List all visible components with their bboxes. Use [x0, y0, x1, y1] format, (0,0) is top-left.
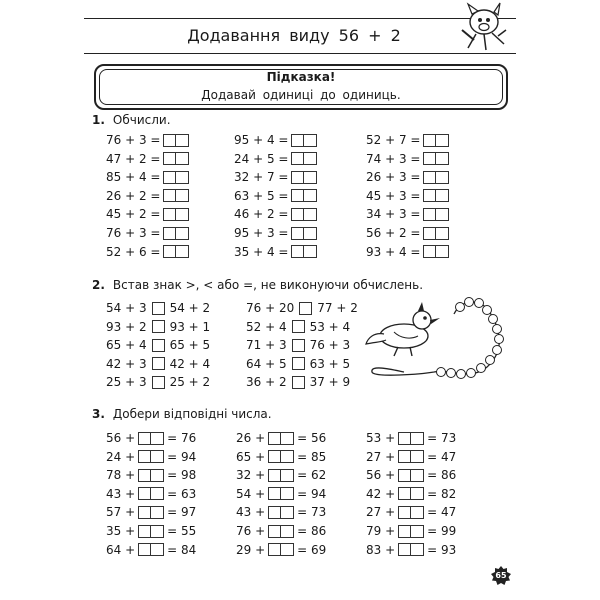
digit-cell[interactable] — [291, 134, 304, 147]
sign-box[interactable] — [292, 320, 305, 333]
digit-cell[interactable] — [436, 171, 449, 184]
digit-cell[interactable] — [138, 487, 151, 500]
sum: = 85 — [297, 449, 327, 464]
addend: 32 + — [236, 468, 266, 483]
answer-box[interactable] — [423, 134, 449, 147]
digit-cell[interactable] — [281, 450, 294, 463]
sum: = 56 — [297, 431, 327, 445]
expression: 35 + 4 = — [234, 244, 289, 259]
answer-box[interactable] — [163, 171, 189, 184]
answer-box[interactable] — [291, 171, 317, 184]
addend: 54 + — [236, 486, 266, 501]
digit-cell[interactable] — [304, 208, 317, 221]
digit-cell[interactable] — [151, 506, 164, 519]
sum: = 98 — [167, 468, 197, 483]
addend: 65 + — [236, 449, 266, 464]
digit-cell[interactable] — [151, 487, 164, 500]
right-expression: 25 + 2 — [169, 375, 211, 390]
missing-number-row — [106, 429, 196, 447]
left-expression: 52 + 4 — [246, 319, 287, 334]
sum: = 55 — [167, 524, 197, 538]
missing-number-row — [106, 541, 196, 559]
digit-cell[interactable] — [163, 152, 176, 165]
missing-number-row — [366, 429, 456, 447]
addend: 83 + — [366, 542, 396, 557]
addend: 27 + — [366, 449, 396, 464]
right-expression: 37 + 9 — [309, 375, 351, 390]
exercise-row — [106, 187, 192, 205]
sum: = 97 — [167, 505, 197, 520]
answer-box[interactable] — [398, 432, 424, 445]
digit-cell[interactable] — [398, 487, 411, 500]
digit-cell[interactable] — [304, 171, 317, 184]
digit-cell[interactable] — [398, 506, 411, 519]
missing-number-row — [236, 503, 326, 521]
sum: = 99 — [427, 524, 457, 538]
missing-number-row — [366, 466, 456, 484]
addend: 24 + — [106, 449, 136, 464]
answer-box[interactable] — [291, 208, 317, 221]
answer-box[interactable] — [138, 543, 164, 556]
right-expression: 42 + 4 — [169, 356, 211, 371]
digit-cell[interactable] — [411, 543, 424, 556]
sum: = 86 — [427, 468, 457, 483]
digit-cell[interactable] — [281, 506, 294, 519]
sum: = 69 — [297, 542, 327, 557]
missing-number-row — [106, 522, 196, 540]
sum: = 93 — [427, 542, 457, 557]
sign-box[interactable] — [152, 376, 165, 389]
exercise-row — [234, 187, 320, 205]
sign-box[interactable] — [292, 357, 305, 370]
section-1-heading — [92, 113, 171, 127]
page-badge — [491, 566, 511, 586]
workbook-page — [84, 4, 516, 594]
missing-number-row — [236, 541, 326, 559]
digit-cell[interactable] — [138, 543, 151, 556]
answer-box[interactable] — [398, 469, 424, 482]
left-expression: 93 + 2 — [106, 319, 147, 334]
exercise-row — [366, 243, 452, 261]
right-expression: 63 + 5 — [309, 356, 351, 371]
digit-cell[interactable] — [176, 189, 189, 202]
digit-cell[interactable] — [411, 525, 424, 538]
expression: 34 + 3 = — [366, 207, 421, 222]
digit-cell[interactable] — [423, 171, 436, 184]
left-expression: 71 + 3 — [246, 338, 287, 353]
missing-number-row — [366, 485, 456, 503]
digit-cell[interactable] — [163, 227, 176, 240]
section-title: Обчисли. — [112, 113, 171, 127]
digit-cell[interactable] — [304, 134, 317, 147]
missing-number-row — [106, 466, 196, 484]
hint-title: Підказка! — [266, 70, 336, 84]
sign-box[interactable] — [152, 357, 165, 370]
left-expression: 64 + 5 — [246, 356, 287, 371]
missing-number-row — [106, 448, 196, 466]
sign-box[interactable] — [152, 320, 165, 333]
digit-cell[interactable] — [423, 208, 436, 221]
digit-cell[interactable] — [411, 506, 424, 519]
digit-cell[interactable] — [398, 525, 411, 538]
sum: = 62 — [297, 468, 327, 483]
answer-box[interactable] — [398, 487, 424, 500]
left-expression: 25 + 3 — [106, 375, 147, 390]
answer-box[interactable] — [398, 525, 424, 538]
digit-cell[interactable] — [176, 245, 189, 258]
expression: 74 + 3 = — [366, 151, 421, 166]
left-expression: 65 + 4 — [106, 338, 147, 353]
addend: 42 + — [366, 486, 396, 501]
missing-number-row — [236, 522, 326, 540]
expression: 45 + 3 = — [366, 188, 421, 203]
digit-cell[interactable] — [436, 208, 449, 221]
expression: 93 + 4 = — [366, 244, 421, 259]
digit-cell[interactable] — [138, 506, 151, 519]
expression: 26 + 2 = — [106, 188, 161, 203]
addend: 43 + — [236, 505, 266, 520]
comparison-row — [246, 373, 350, 391]
answer-box[interactable] — [423, 189, 449, 202]
digit-cell[interactable] — [423, 152, 436, 165]
right-expression: 77 + 2 — [317, 301, 358, 315]
missing-number-row — [366, 522, 456, 540]
digit-cell[interactable] — [268, 487, 281, 500]
digit-cell[interactable] — [176, 152, 189, 165]
sign-box[interactable] — [292, 339, 305, 352]
digit-cell[interactable] — [268, 469, 281, 482]
expression: 46 + 2 = — [234, 207, 289, 222]
right-expression: 65 + 5 — [169, 338, 211, 353]
digit-cell[interactable] — [151, 450, 164, 463]
digit-cell[interactable] — [411, 469, 424, 482]
exercise-row — [106, 243, 192, 261]
exercise-row — [106, 150, 192, 168]
answer-box[interactable] — [163, 208, 189, 221]
answer-box[interactable] — [163, 189, 189, 202]
digit-cell[interactable] — [398, 450, 411, 463]
sum: = 76 — [167, 431, 197, 445]
digit-cell[interactable] — [151, 469, 164, 482]
digit-cell[interactable] — [436, 227, 449, 240]
answer-box[interactable] — [268, 525, 294, 538]
expression: 45 + 2 = — [106, 207, 161, 222]
digit-cell[interactable] — [163, 171, 176, 184]
digit-cell[interactable] — [268, 543, 281, 556]
answer-box[interactable] — [423, 208, 449, 221]
addend: 78 + — [106, 468, 136, 483]
answer-box[interactable] — [268, 543, 294, 556]
answer-box[interactable] — [138, 450, 164, 463]
title-bar — [84, 18, 516, 54]
digit-cell[interactable] — [176, 134, 189, 147]
digit-cell[interactable] — [398, 543, 411, 556]
digit-cell[interactable] — [304, 152, 317, 165]
digit-cell[interactable] — [176, 208, 189, 221]
digit-cell[interactable] — [436, 245, 449, 258]
answer-box[interactable] — [138, 432, 164, 445]
digit-cell[interactable] — [138, 525, 151, 538]
exercise-row — [366, 224, 452, 242]
sum: = 73 — [297, 505, 327, 520]
digit-cell[interactable] — [176, 227, 189, 240]
comparison-row — [106, 355, 210, 373]
digit-cell[interactable] — [423, 245, 436, 258]
digit-cell[interactable] — [411, 487, 424, 500]
exercise-row — [366, 168, 452, 186]
answer-box[interactable] — [268, 487, 294, 500]
answer-box[interactable] — [163, 152, 189, 165]
digit-cell[interactable] — [268, 506, 281, 519]
answer-box[interactable] — [398, 543, 424, 556]
digit-cell[interactable] — [436, 189, 449, 202]
expression: 85 + 4 = — [106, 170, 161, 185]
digit-cell[interactable] — [163, 189, 176, 202]
answer-box[interactable] — [423, 227, 449, 240]
digit-cell[interactable] — [411, 450, 424, 463]
addend: 56 + — [366, 468, 396, 483]
sum: = 84 — [167, 542, 197, 557]
sum: = 86 — [297, 524, 327, 538]
addend: 35 + — [106, 524, 136, 538]
sign-box[interactable] — [152, 339, 165, 352]
answer-box[interactable] — [291, 227, 317, 240]
digit-cell[interactable] — [281, 487, 294, 500]
expression: 56 + 2 = — [366, 226, 421, 240]
answer-box[interactable] — [138, 506, 164, 519]
digit-cell[interactable] — [281, 432, 294, 445]
digit-cell[interactable] — [423, 227, 436, 240]
expression: 47 + 2 = — [106, 151, 161, 166]
left-expression: 36 + 2 — [246, 375, 287, 390]
addend: 57 + — [106, 505, 136, 520]
answer-box[interactable] — [423, 245, 449, 258]
right-expression: 76 + 3 — [309, 338, 351, 353]
sum: = 47 — [427, 449, 457, 464]
expression: 52 + 6 = — [106, 244, 161, 259]
digit-cell[interactable] — [436, 152, 449, 165]
digit-cell[interactable] — [411, 432, 424, 445]
expression: 24 + 5 = — [234, 151, 289, 166]
digit-cell[interactable] — [268, 525, 281, 538]
answer-box[interactable] — [291, 134, 317, 147]
digit-cell[interactable] — [304, 189, 317, 202]
missing-number-row — [236, 448, 326, 466]
answer-box[interactable] — [163, 245, 189, 258]
section-title: Встав знак >, < або =, не виконуючи обчислень. — [112, 278, 424, 292]
answer-box[interactable] — [268, 469, 294, 482]
answer-box[interactable] — [268, 450, 294, 463]
answer-box[interactable] — [423, 171, 449, 184]
digit-cell[interactable] — [291, 227, 304, 240]
exercise-row — [234, 131, 320, 149]
comparison-row — [246, 318, 350, 336]
expression: 32 + 7 = — [234, 170, 289, 185]
missing-number-row — [366, 448, 456, 466]
missing-number-row — [366, 541, 456, 559]
comparison-row — [246, 299, 358, 317]
comparison-row — [246, 336, 350, 354]
missing-number-row — [236, 485, 326, 503]
exercise-row — [234, 168, 320, 186]
digit-cell[interactable] — [163, 208, 176, 221]
expression: 52 + 7 = — [366, 133, 421, 147]
digit-cell[interactable] — [268, 450, 281, 463]
digit-cell[interactable] — [138, 450, 151, 463]
expression: 76 + 3 = — [106, 226, 161, 240]
left-expression: 54 + 3 — [106, 301, 147, 315]
answer-box[interactable] — [291, 189, 317, 202]
sum: = 94 — [297, 486, 327, 501]
sum: = 63 — [167, 486, 197, 501]
digit-cell[interactable] — [151, 543, 164, 556]
digit-cell[interactable] — [138, 432, 151, 445]
answer-box[interactable] — [138, 525, 164, 538]
digit-cell[interactable] — [151, 525, 164, 538]
answer-box[interactable] — [398, 506, 424, 519]
sign-box[interactable] — [299, 302, 312, 315]
digit-cell[interactable] — [163, 134, 176, 147]
cartoon-pig-icon — [454, 0, 510, 54]
sign-box[interactable] — [292, 376, 305, 389]
digit-cell[interactable] — [281, 525, 294, 538]
addend: 26 + — [236, 431, 266, 445]
bird-beads-icon — [364, 294, 514, 394]
exercise-row — [234, 243, 320, 261]
missing-number-row — [106, 485, 196, 503]
answer-box[interactable] — [268, 432, 294, 445]
digit-cell[interactable] — [281, 543, 294, 556]
section-title: Добери відповідні числа. — [112, 407, 272, 421]
expression: 63 + 5 = — [234, 188, 289, 203]
addend: 79 + — [366, 524, 396, 538]
digit-cell[interactable] — [398, 469, 411, 482]
exercise-row — [366, 205, 452, 223]
page-number: 65 — [495, 571, 507, 580]
sum: = 82 — [427, 486, 457, 501]
digit-cell[interactable] — [291, 245, 304, 258]
comparison-row — [106, 373, 210, 391]
answer-box[interactable] — [398, 450, 424, 463]
digit-cell[interactable] — [304, 245, 317, 258]
addend: 43 + — [106, 486, 136, 501]
digit-cell[interactable] — [268, 432, 281, 445]
digit-cell[interactable] — [423, 134, 436, 147]
digit-cell[interactable] — [291, 208, 304, 221]
exercise-row — [106, 224, 192, 242]
digit-cell[interactable] — [176, 171, 189, 184]
section-number: 2. — [92, 278, 105, 292]
missing-number-row — [366, 503, 456, 521]
exercise-row — [106, 131, 192, 149]
section-number: 3. — [92, 407, 105, 421]
answer-box[interactable] — [423, 152, 449, 165]
answer-box[interactable] — [291, 245, 317, 258]
exercise-row — [366, 150, 452, 168]
digit-cell[interactable] — [398, 432, 411, 445]
exercise-row — [106, 205, 192, 223]
sum: = 47 — [427, 505, 457, 520]
answer-box[interactable] — [138, 469, 164, 482]
digit-cell[interactable] — [163, 245, 176, 258]
missing-number-row — [236, 466, 326, 484]
exercise-row — [106, 168, 192, 186]
digit-cell[interactable] — [291, 171, 304, 184]
addend: 56 + — [106, 431, 136, 445]
digit-cell[interactable] — [291, 189, 304, 202]
hint-box — [94, 64, 508, 110]
exercise-row — [366, 187, 452, 205]
expression: 95 + 3 = — [234, 226, 289, 240]
digit-cell[interactable] — [304, 227, 317, 240]
digit-cell[interactable] — [423, 189, 436, 202]
section-2-heading — [92, 278, 423, 292]
comparison-row — [106, 336, 210, 354]
right-expression: 53 + 4 — [309, 319, 351, 334]
answer-box[interactable] — [138, 487, 164, 500]
left-expression: 42 + 3 — [106, 356, 147, 371]
comparison-row — [106, 299, 210, 317]
answer-box[interactable] — [163, 134, 189, 147]
exercise-row — [366, 131, 452, 149]
answer-box[interactable] — [291, 152, 317, 165]
section-3-heading — [92, 407, 272, 421]
comparison-row — [246, 355, 350, 373]
digit-cell[interactable] — [151, 432, 164, 445]
addend: 64 + — [106, 542, 136, 557]
sign-box[interactable] — [152, 302, 165, 315]
right-expression: 54 + 2 — [169, 301, 211, 315]
page-title: Додавання виду 56 + 2 — [187, 26, 401, 45]
addend: 76 + — [236, 524, 266, 538]
addend: 29 + — [236, 542, 266, 557]
exercise-row — [234, 205, 320, 223]
sum: = 94 — [167, 449, 197, 464]
digit-cell[interactable] — [291, 152, 304, 165]
addend: 53 + — [366, 431, 396, 445]
addend: 27 + — [366, 505, 396, 520]
digit-cell[interactable] — [138, 469, 151, 482]
missing-number-row — [236, 429, 326, 447]
section-number: 1. — [92, 113, 105, 127]
comparison-row — [106, 318, 210, 336]
right-expression: 93 + 1 — [169, 319, 211, 334]
exercise-row — [234, 224, 320, 242]
digit-cell[interactable] — [436, 134, 449, 147]
exercise-row — [234, 150, 320, 168]
answer-box[interactable] — [268, 506, 294, 519]
left-expression: 76 + 20 — [246, 301, 295, 315]
missing-number-row — [106, 503, 196, 521]
sum: = 73 — [427, 431, 457, 445]
answer-box[interactable] — [163, 227, 189, 240]
expression: 95 + 4 = — [234, 133, 289, 147]
digit-cell[interactable] — [281, 469, 294, 482]
expression: 26 + 3 = — [366, 170, 421, 185]
expression: 76 + 3 = — [106, 133, 161, 147]
hint-text: Додавай одиниці до одиниць. — [201, 88, 401, 102]
